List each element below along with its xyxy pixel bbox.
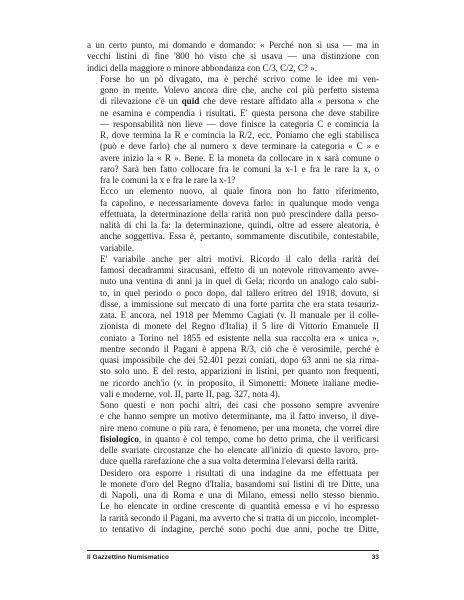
- text-line: duce quella rarefazione che a sua volta determina l'elevarsi della rarità.: [100, 456, 358, 467]
- text-line: vecchi listini di fine '800 ho visto che si usava — una distinzione con: [87, 51, 379, 62]
- paragraph: [87, 254, 379, 400]
- text-line: fa capolino, e necessariamente doveva farlo: in qualunque modo venga: [100, 197, 379, 208]
- text-line: disse, a immissione sul mercato di una forte partita che era stata tesauriz-: [100, 298, 379, 309]
- text-line: zionista di monete del Regno d'Italia) il 5 lire di Vittorio Emanuele II: [100, 321, 379, 332]
- text-line: fisiologico, in quanto è col tempo, come ho detto prima, che il verificarsi: [100, 433, 379, 444]
- text-line: — responsabilità non lieve — dove finisce la categoria C e comincia la: [100, 118, 379, 129]
- publication-name: Il Gazzettino Numismatico: [87, 554, 170, 561]
- text-line: R, dove termina la R e comincia la R/2, ecc. Poniamo che egli stabilisca: [100, 130, 379, 140]
- text-line: la rarità secondo il Pagani, ma avverto che si tratta di un piccolo, incomplet-: [100, 512, 379, 523]
- paragraph: [87, 468, 379, 536]
- text-line: delle svariate circostanze che ho elencate all'inizio di questo lavoro, pro-: [100, 445, 379, 455]
- text-line: indici della maggiore o minore abbondanza con C/3, C/2, C? ».: [87, 62, 318, 73]
- page-footer: [87, 550, 379, 561]
- text-line: Desidero ora esporre i risultati di una indagine da me effettuata per: [100, 467, 379, 478]
- text-line: variabile.: [100, 242, 135, 253]
- text-line: vali e moderne, vol. II, parte II, pag. 327, nota 4).: [100, 388, 281, 399]
- text-line: di rilevazione c'è un quid che deve restare affidato alla « persona » che: [100, 96, 379, 107]
- text-line: sto solo uno. E del resto, apparizioni in listini, per quanto non frequenti,: [100, 366, 379, 377]
- text-line: le monete d'oro del Regno d'Italia, basandomi sui listini di tre Ditte, una: [100, 478, 379, 489]
- text-line: Le ho elencate in ordine crescente di quantità emessa e vi ho espresso: [100, 501, 379, 512]
- text-line: anche soggettiva. Essa è, pertanto, sommamente discutibile, contestabile,: [100, 231, 379, 242]
- paragraph: [87, 400, 379, 468]
- text-line: to tentativo di indagine, perché sono pochi due anni, poche tre Ditte,: [100, 523, 379, 534]
- text-line: mentre secondo il Pagani è appena R/3, ciò che è verosimile, perché è: [100, 343, 379, 354]
- text-line: nalità di chi la fa: la determinazione, quindi, oltre ad essere aleatoria, è: [100, 220, 379, 230]
- text-line: to, in quel periodo o poco dopo, dal tallero eritreo del 1918, dovuto, si: [100, 287, 379, 298]
- text-line: quasi impossibile che dei 52.401 pezzi coniati, dopo 63 anni ne sia rima-: [100, 355, 379, 365]
- text-line: ne esamina e compendia i risultati. E' questa persona che deve stabilire: [100, 107, 379, 118]
- text-line: Ecco un elemento nuovo, al quale finora non ho fatto riferimento,: [100, 186, 379, 197]
- text-line: (può e deve farlo) che al numero x deve terminare la categoria « C » e: [100, 141, 379, 152]
- text-line: ne ricordo anch'io (v. in proposito, il Simonetti: Monete italiane medie-: [100, 377, 379, 388]
- text-line: di Napoli, una di Roma e una di Milano, emessi nello stesso biennio.: [100, 490, 379, 500]
- text-line: a un certo punto, mi domando e domando: « Perché non si usa — ma in: [87, 40, 379, 50]
- text-line: nuto una ventina di anni ja in quel di Gela; ricordo un analogo calo subi-: [100, 276, 379, 287]
- text-line: nire meno comune o più rara, è fenomeno, per una moneta, che vorrei dire: [100, 422, 379, 433]
- text-line: Forse ho un pò divagato, ma è perché scrivo come le idee mi ven-: [100, 73, 379, 84]
- text-line: e che hanno sempre un motivo determinante, ma il fatto inverso, il dive-: [100, 411, 379, 422]
- text-line: raro? Sarà ben fatto collocare fra le comuni la x-1 e fra le rare la x, o: [100, 163, 379, 174]
- text-line: Sono questi e non pochi altri, dei casi che possono sempre avvenire: [100, 400, 379, 410]
- paragraph: [87, 186, 379, 254]
- text-line: avere inizio la « R ». Bene. E la moneta da collocare in x sarà comune o: [100, 152, 379, 163]
- paragraph: [87, 40, 379, 74]
- text-line: fra le comuni la x e fra le rare la x-1?: [100, 175, 236, 185]
- text-line: E' variabile anche per altri motivi. Ricordo il calo della rarità dei: [100, 253, 379, 264]
- text-line: effettuata, la determinazione della rarità non può prescindere dalla perso-: [100, 208, 379, 219]
- text-line: gono in mente. Volevo ancora dire che, anche col più perfetto sistema: [100, 85, 379, 95]
- page-number: 33: [371, 554, 379, 561]
- text-line: zata. E ancora, nel 1918 per Memmo Cagiati (v. Il manuale per il colle-: [100, 310, 379, 320]
- text-line: famosi decadrammi siracusani, effetto di un notevole ritrovamento avve-: [100, 265, 379, 275]
- article-body: [87, 40, 379, 535]
- text-line: coniato a Torino nel 1855 ed esistente nella sua raccolta era « unica »,: [100, 332, 379, 343]
- paragraph: [87, 74, 379, 187]
